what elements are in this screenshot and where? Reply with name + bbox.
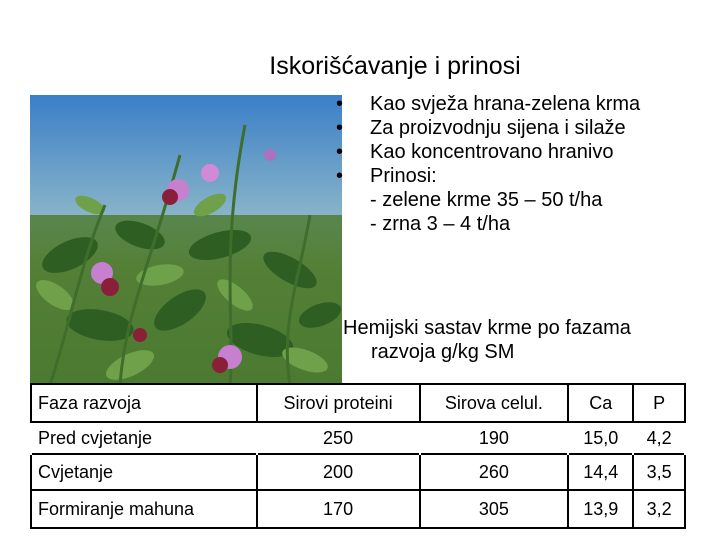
table-header-row (31, 384, 685, 422)
bullet-item (336, 116, 640, 140)
chem-heading-line2: razvoja g/kg SM (371, 341, 515, 363)
bullet-item (336, 164, 640, 188)
bullet-dot: • (336, 117, 344, 139)
yield-line: - zrna 3 – 4 t/ha (370, 213, 511, 235)
table-cell: 260 (420, 454, 569, 490)
table-cell: Formiranje mahuna (31, 490, 257, 528)
bullet-dot: • (336, 93, 344, 115)
column-header: Sirova celul. (420, 384, 569, 422)
table-cell: 190 (478, 427, 509, 448)
table-cell: 170 (257, 490, 420, 528)
table-cell: 305 (420, 490, 569, 528)
table-cell: 200 (257, 454, 420, 490)
yield-line: - zelene krme 35 – 50 t/ha (370, 189, 603, 211)
table-cell: 3,5 (633, 454, 685, 490)
pea-plant-photo (30, 95, 342, 385)
table-cell: 3,2 (633, 490, 685, 528)
bullet-item (336, 92, 640, 116)
bullet-text: Za proizvodnju sijena i silaže (370, 117, 626, 139)
bullet-dot: • (336, 165, 344, 187)
column-header: Faza razvoja (31, 384, 257, 422)
bullet-dot: • (336, 141, 344, 163)
composition-table (30, 383, 686, 529)
table-cell: Cvjetanje (31, 454, 257, 490)
bullet-text: Kao koncentrovano hranivo (370, 141, 614, 163)
table-row (31, 422, 685, 454)
column-header: Ca (568, 384, 633, 422)
chem-composition-heading (343, 316, 703, 364)
bullet-text: Kao svježa hrana-zelena krma (370, 93, 641, 115)
chem-heading-line1: Hemijski sastav krme po fazama (343, 317, 631, 339)
table-row (31, 490, 685, 528)
table-cell: Pred cvjetanje (38, 427, 153, 448)
slide-title: Iskorišćavanje i prinosi (269, 52, 521, 80)
table-cell: 250 (323, 427, 354, 448)
table-row (31, 454, 685, 490)
bullet-text: Prinosi: (370, 165, 437, 187)
column-header: Sirovi proteini (257, 384, 420, 422)
bullet-item (336, 140, 640, 164)
usage-bullet-list (336, 92, 640, 236)
table-cell: 14,4 (568, 454, 633, 490)
column-header: P (633, 384, 685, 422)
table-cell: 13,9 (568, 490, 633, 528)
table-cell: 4,2 (646, 427, 672, 448)
table-cell: 15,0 (583, 427, 619, 448)
